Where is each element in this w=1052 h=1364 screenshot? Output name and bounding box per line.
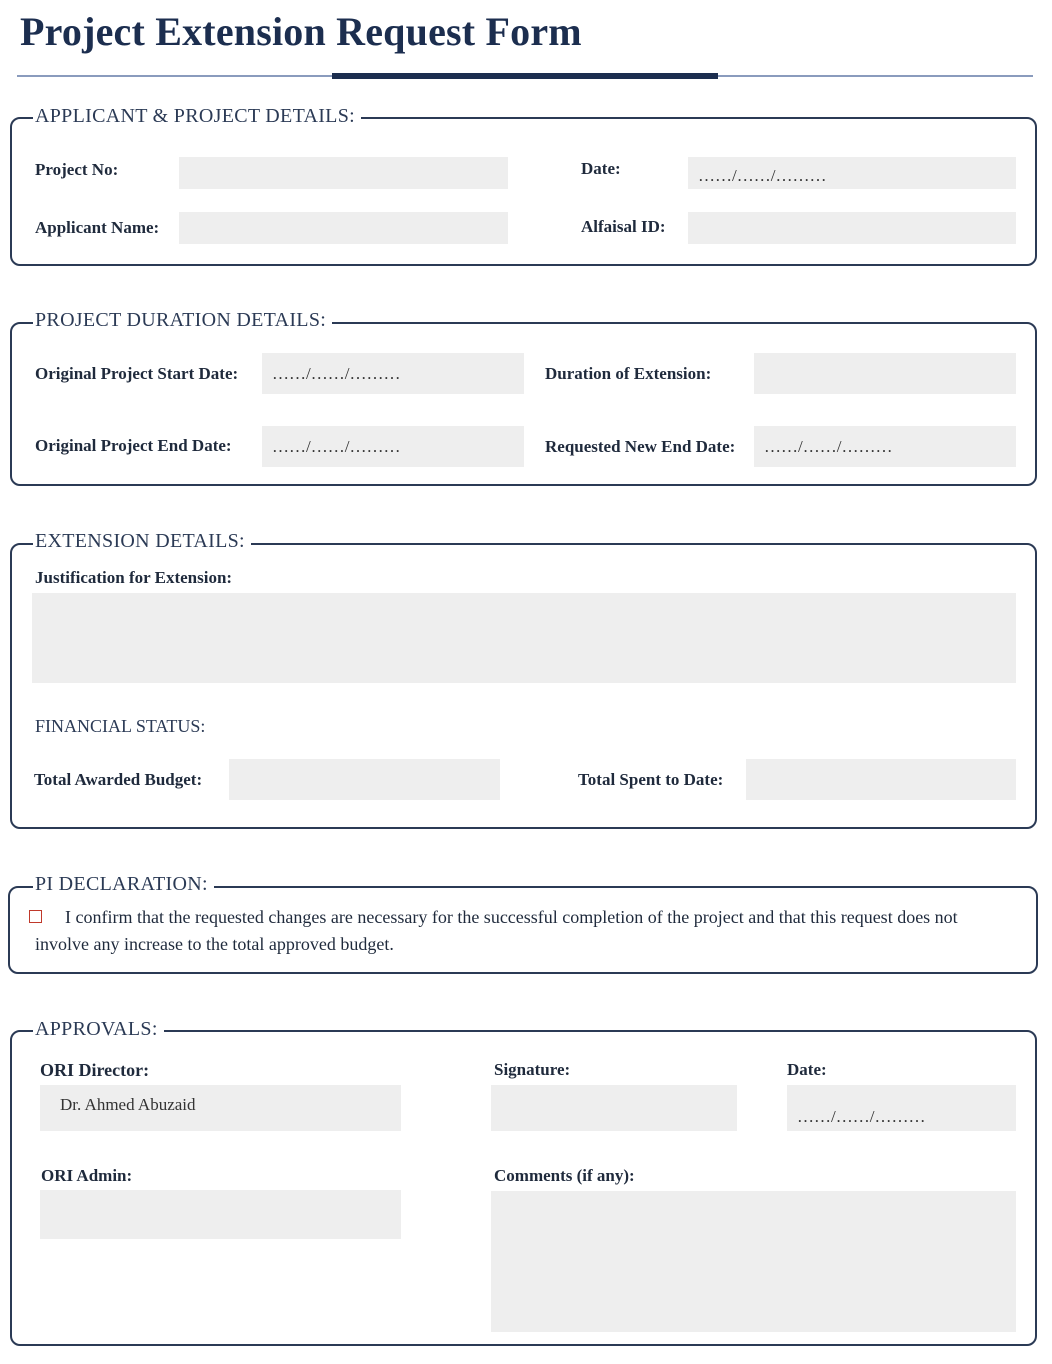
alfaisal-id-field[interactable]	[688, 212, 1016, 244]
applicant-name-label: Applicant Name:	[35, 218, 160, 237]
new-end-date-field[interactable]: ……/……/………	[754, 426, 1016, 467]
awarded-budget-label: Total Awarded Budget:	[34, 770, 203, 789]
signature-field[interactable]	[491, 1085, 737, 1131]
extension-section-heading: EXTENSION DETAILS:	[33, 530, 251, 553]
start-date-field[interactable]: ……/……/………	[262, 353, 524, 394]
date-field[interactable]: ……/……/………	[688, 157, 1016, 189]
ori-director-field[interactable]: Dr. Ahmed Abuzaid	[40, 1085, 401, 1131]
comments-field[interactable]	[491, 1191, 1016, 1332]
start-date-label: Original Project Start Date:	[35, 364, 239, 383]
alfaisal-id-label: Alfaisal ID:	[581, 217, 666, 236]
end-date-field[interactable]: ……/……/………	[262, 426, 524, 467]
extension-duration-field[interactable]	[754, 353, 1016, 394]
justification-field[interactable]	[32, 593, 1016, 683]
approval-date-label: Date:	[787, 1060, 827, 1079]
applicant-name-field[interactable]	[179, 212, 508, 244]
declaration-section-heading: PI DECLARATION:	[33, 873, 214, 896]
awarded-budget-field[interactable]	[229, 759, 500, 800]
applicant-section-heading: APPLICANT & PROJECT DETAILS:	[33, 105, 361, 128]
comments-label: Comments (if any):	[494, 1166, 635, 1185]
project-no-label: Project No:	[35, 160, 119, 179]
approval-date-field[interactable]: ……/……/………	[787, 1085, 1016, 1131]
declaration-text: I confirm that the requested changes are necessary for the successful completion of the project and that this request does not involve any increase to the total approved budget.	[35, 907, 958, 954]
page-title: Project Extension Request Form	[20, 9, 582, 54]
signature-label: Signature:	[494, 1060, 571, 1079]
date-label: Date:	[581, 159, 621, 178]
title-underline-accent	[332, 73, 718, 79]
justification-label: Justification for Extension:	[35, 568, 233, 587]
duration-section-heading: PROJECT DURATION DETAILS:	[33, 309, 332, 332]
ori-director-label: ORI Director:	[40, 1060, 150, 1080]
spent-to-date-field[interactable]	[746, 759, 1016, 800]
project-no-field[interactable]	[179, 157, 508, 189]
new-end-date-label: Requested New End Date:	[545, 437, 736, 456]
approvals-section-heading: APPROVALS:	[33, 1018, 164, 1041]
end-date-label: Original Project End Date:	[35, 436, 232, 455]
extension-duration-label: Duration of Extension:	[545, 364, 712, 383]
spent-to-date-label: Total Spent to Date:	[578, 770, 724, 789]
ori-admin-label: ORI Admin:	[41, 1166, 133, 1185]
ori-admin-field[interactable]	[40, 1190, 401, 1239]
financial-status-heading: FINANCIAL STATUS:	[35, 716, 206, 736]
